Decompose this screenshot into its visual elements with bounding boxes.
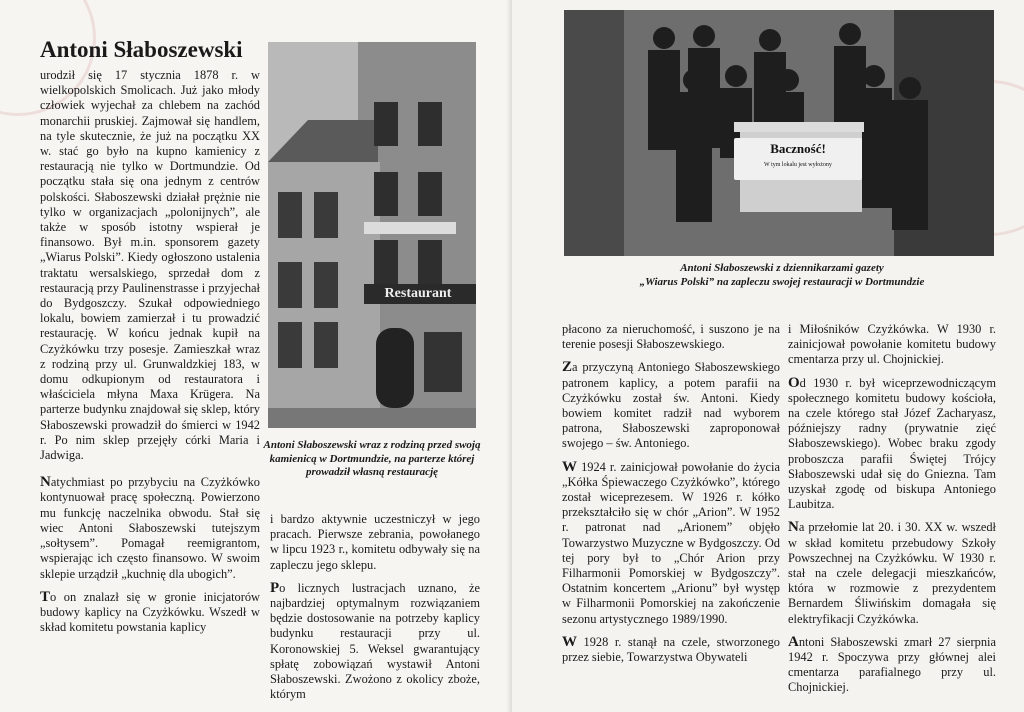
drop-cap: W [562,633,577,650]
attention-sign-subtitle: W tym lokalu jest wyłożony [764,162,832,168]
attention-sign [734,138,862,180]
paragraph: W 1924 r. zainicjował powołanie do życia „Kółka Śpiewaczego Czyżkówko”, którego został wiceprezesem. W 1926 r. kółko przekształciło się w chór „Arion”. W 1952 r. patronat nad „Arionem” objęło Towarzystwo Muzyczne w Bydgoszczy. Od tej pory był to „Chór Arion przy Filharmonii Pomorskiej w Bydgoszczy”. Ostatnim koncertem „Arionu” był występ w Filharmonii Pomorskiej na zakończenie sezonu artystycznego 1989/1990. [562,458,780,626]
drop-cap: P [270,579,280,596]
attention-sign-title: Baczność! [770,141,826,156]
drop-cap: N [788,519,799,536]
article-title: Antoni Słaboszewski [40,37,243,62]
drop-cap: T [40,588,51,605]
drop-cap: W [562,458,577,475]
paragraph: i bardzo aktywnie uczestniczył w jego pracach. Pierwsze zebrania, powołanego w lipcu 1923 r., komitetu odbywały się na zapleczu jego sklepu. [270,512,480,572]
intro-paragraph: urodził się 17 stycznia 1878 r. w wielkopolskich Smolicach. Już jako młody człowiek wyjechał za chlebem na zachód monarchii pruskiej. Zajmował się handlem, na tyle skutecznie, że już na początku XX w. stać go było na kupno kamienicy z restauracją nie tylko w Dortmundzie. Od początku stała się ona jednym z centrów polskości. Słaboszewski działał prężnie nie tylko w organizacjach „polonijnych”, ale także w sposób istotny wspierał je finansowo. Był m.in. sponsorem gazety „Wiarus Polski”. Kiedy ogłoszono ustalenia traktatu wersalskiego, sprzedał dom z restauracją przy Paulinenstrasse i przyjechał do Bydgoszczy. Szukał odpowiedniego lokalu, bowiem zamierzał i tu prowadzić restaurację. W końcu jednak kupił na Czyżkówku trzy posesje. Zamieszkał wraz z rodziną przy ul. Grunwaldzkiej 183, w domu odkupionym od restauratora i właściciela młyna Maxa Krügera. Na parterze budynku znajdował się sklep, który Słaboszewski prowadził do śmierci w 1942 r. Po nim sklep przejęły córki Maria i Jadwiga. [40,68,260,463]
paragraph: Na przełomie lat 20. i 30. XX w. wszedł w skład komitetu przebudowy Szkoły Powszechnej na Czyżkówku. W 1930 r. stał na czele delegacji mieszkańców, która w rozmowie z prezydentem Bernardem Śliwińskim domagała się elektryfikacji Czyżkówka. [788,519,996,626]
paragraph: W 1928 r. stanął na czele, stworzonego przez siebie, Towarzystwa Obywateli [562,633,780,665]
right-column-2 [788,322,996,704]
left-column-2 [270,512,480,710]
paragraph: Antoni Słaboszewski zmarł 27 sierpnia 1942 r. Spoczywa przy głównej alei cmentarza parafialnego przy ul. Chojnickiej. [788,633,996,695]
journalists-illustration [564,10,994,256]
building-photo [268,42,476,428]
paragraph: To on znalazł się w gronie inicjatorów budowy kaplicy na Czyżkówku. Wszedł w skład komitetu powstania kaplicy [40,588,260,635]
restaurant-sign: Restaurant [384,286,452,301]
paragraph: Natychmiast po przybyciu na Czyżkówko kontynuował pracę społeczną. Powierzono mu funkcję naczelnika obwodu. Stał się wiec Antoni Słaboszewski tutejszym „sołtysem”. Pomagał reemigrantom, wspierając ich często finansowo. W swoim sklepie urządził „kuchnię dla ubogich”. [40,474,260,581]
drop-cap: A [788,633,799,650]
journalists-photo-caption: Antoni Słaboszewski z dziennikarzami gazety „Wiarus Polski” na zapleczu swojej restauracji w Dortmundzie [639,262,925,288]
right-page [512,0,1024,712]
journalists-photo [564,10,994,256]
drop-cap: N [40,474,51,491]
drop-cap: O [788,374,800,391]
building-illustration [268,42,476,428]
building-photo-caption: Antoni Słaboszewski wraz z rodziną przed swoją kamienicą w Dortmundzie, na parterze której prowadził własną restaurację [263,439,481,478]
paragraph: Za przyczyną Antoniego Słaboszewskiego patronem kaplicy, a potem parafii na Czyżkówku został św. Antoni. Kiedy bowiem komitet radził nad wyborem patrona, Słaboszewski zaproponował swojego – św. Antoniego. [562,359,780,451]
paragraph: płacono za nieruchomość, i suszono je na terenie posesji Słaboszewskiego. [562,322,780,352]
paragraph: Od 1930 r. był wiceprzewodniczącym społecznego komitetu budowy kościoła, na czele którego stał Józef Zacharyasz, późniejszy radny (prywatnie zięć Słaboszewskiego). Wobec braku zgody proboszcza parafii Świętej Trójcy Słaboszewski udał się do Gniezna. Tam uzyskał zgodę od biskupa Antoniego Laubitza. [788,374,996,512]
drop-cap: Z [562,359,573,376]
paragraph: i Miłośników Czyżkówka. W 1930 r. zainicjował powołanie komitetu budowy cmentarza przy ul. Chojnickiej. [788,322,996,367]
right-column-1 [562,322,780,673]
paragraph: Po licznych lustracjach uznano, że najbardziej optymalnym rozwiązaniem będzie dostosowanie na potrzeby kaplicy budynku restauracji przy ul. Koronowskiej 5. Weksel gwarantujący spłatę zobowiązań wystawił Antoni Słaboszewski. Zwożono z okolicy zboże, którym [270,579,480,702]
left-column-1 [40,68,260,643]
